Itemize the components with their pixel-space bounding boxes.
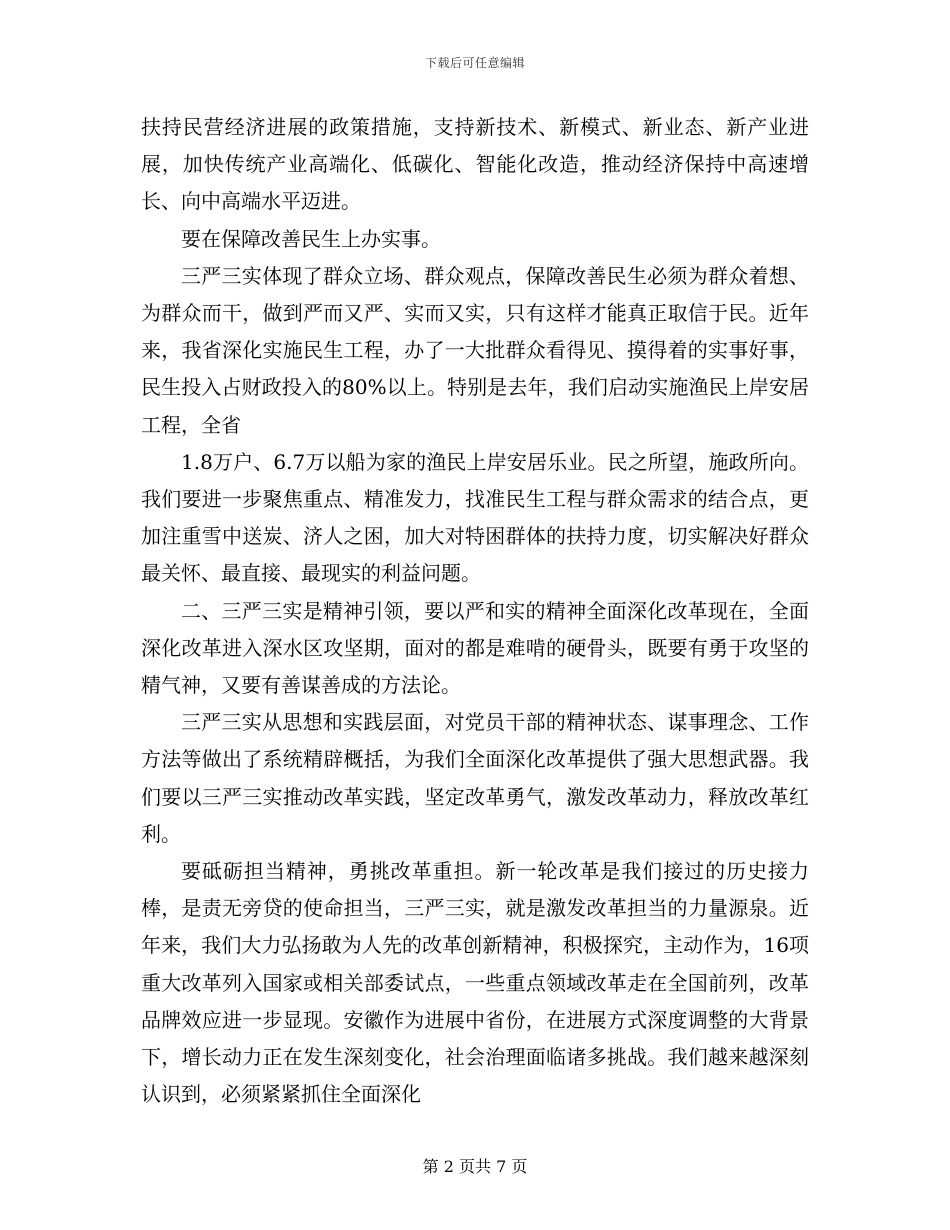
document-body (141, 109, 809, 1113)
paragraph: 三严三实从思想和实践层面，对党员干部的精神状态、谋事理念、工作方法等做出了系统精辟概括，为我们全面深化改革提供了强大思想武器。我们要以三严三实推动改革实践，坚定改革勇气，激发改革动力，释放改革红利。 (141, 710, 809, 846)
paragraph-heading-livelihood: 要在保障改善民生上办实事。 (181, 226, 441, 251)
page-header: 下载后可任意编辑 (424, 56, 525, 70)
page-footer: 第 2 页共 7 页 (422, 1157, 528, 1176)
paragraph: 要砥砺担当精神，勇挑改革重担。新一轮改革是我们接过的历史接力棒，是责无旁贷的使命担当，三严三实，就是激发改革担当的力量源泉。近年来，我们大力弘扬敢为人先的改革创新精神，积极探究，主动作为，16项重大改革列入国家或相关部委试点，一些重点领域改革走在全国前列，改革品牌效应进一步显现。安徽作为进展中省份，在进展方式深度调整的大背景下，增长动力正在发生深刻变化，社会治理面临诸多挑战。我们越来越深刻认识到，必须紧紧抓住全面深化 (141, 859, 809, 1107)
paragraph-section-two: 二、三严三实是精神引领，要以严和实的精神全面深化改革现在，全面深化改革进入深水区攻坚期，面对的都是难啃的硬骨头，既要有勇于攻坚的精气神，又要有善谋善成的方法论。 (141, 598, 809, 698)
paragraph: 三严三实体现了群众立场、群众观点，保障改善民生必须为群众着想、为群众而干，做到严而又严、实而又实，只有这样才能真正取信于民。近年来，我省深化实施民生工程，办了一大批群众看得见、摸得着的实事好事，民生投入占财政投入的80%以上。特别是去年，我们启动实施渔民上岸安居工程，全省 (141, 263, 809, 437)
paragraph: 1.8万户、6.7万以船为家的渔民上岸安居乐业。民之所望，施政所向。我们要进一步聚焦重点、精准发力，找准民生工程与群众需求的结合点，更加注重雪中送炭、济人之困，加大对特困群体的扶持力度，切实解决好群众最关怀、最直接、最现实的利益问题。 (141, 449, 809, 586)
paragraph-continued: 扶持民营经济进展的政策措施，支持新技术、新模式、新业态、新产业进展，加快传统产业高端化、低碳化、智能化改造，推动经济保持中高速增长、向中高端水平迈进。 (141, 115, 809, 214)
